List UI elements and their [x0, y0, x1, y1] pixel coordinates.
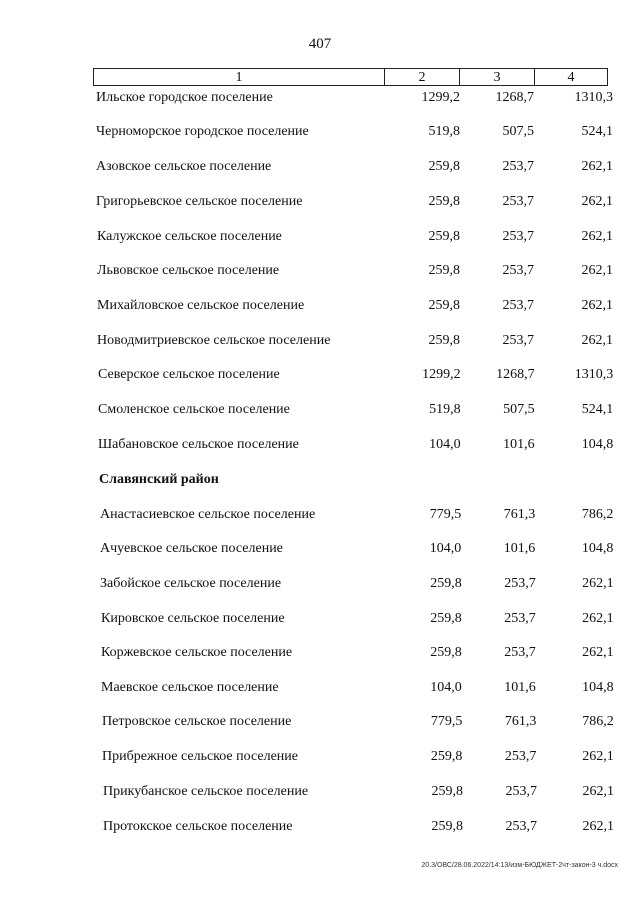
value-col-4: 262,1	[582, 645, 614, 660]
value-col-3: 253,7	[504, 645, 536, 660]
value-col-4: 262,1	[581, 333, 613, 348]
value-col-2: 104,0	[429, 437, 461, 452]
settlement-name: Забойское сельское поселение	[100, 576, 282, 591]
value-col-4: 104,8	[581, 437, 614, 452]
value-col-3: 253,7	[505, 819, 537, 834]
table-row	[0, 505, 640, 525]
value-col-3: 253,7	[504, 611, 536, 626]
value-col-3: 101,6	[504, 680, 536, 695]
value-col-3: 507,5	[503, 402, 535, 417]
value-col-2: 779,5	[430, 714, 463, 729]
settlement-name: Кировское сельское поселение	[101, 611, 285, 626]
value-col-3: 253,7	[502, 159, 534, 174]
value-col-3: 253,7	[502, 229, 534, 244]
table-row	[0, 782, 640, 802]
value-col-4: 524,1	[581, 124, 613, 139]
value-col-2: 259,8	[428, 333, 460, 348]
header-col-3: 3	[460, 69, 535, 85]
value-col-3: 253,7	[502, 263, 534, 278]
table-row	[0, 678, 640, 698]
settlement-name: Шабановское сельское поселение	[98, 437, 299, 452]
value-col-4: 262,1	[581, 263, 613, 278]
value-col-2: 779,5	[429, 507, 462, 522]
value-col-2: 104,0	[429, 541, 462, 556]
table-row	[0, 157, 640, 177]
table-row	[0, 192, 640, 212]
value-col-4: 524,1	[581, 402, 614, 417]
value-col-3: 761,3	[504, 714, 537, 729]
file-footer: 20.3/ОВС/28.06.2022/14:13/изм-БЮДЖЕТ-2чт-закон-3 ч.docx	[421, 862, 618, 869]
value-col-3: 253,7	[504, 749, 537, 764]
value-col-2: 259,8	[430, 749, 463, 764]
value-col-2: 259,8	[428, 263, 460, 278]
value-col-3: 253,7	[505, 784, 537, 799]
value-col-3: 1268,7	[496, 367, 535, 382]
table-row	[0, 747, 640, 767]
value-col-2: 259,8	[430, 645, 462, 660]
section-heading	[0, 470, 640, 490]
value-col-3: 101,6	[503, 541, 536, 556]
settlement-name: Азовское сельское поселение	[96, 159, 272, 174]
settlement-name: Коржевское сельское поселение	[101, 645, 293, 660]
table-row	[0, 643, 640, 663]
value-col-3: 253,7	[502, 194, 534, 209]
value-col-2: 259,8	[428, 229, 460, 244]
settlement-name: Ачуевское сельское поселение	[100, 541, 283, 556]
value-col-4: 262,1	[582, 784, 614, 799]
value-col-2: 259,8	[430, 576, 462, 591]
settlement-name: Новодмитриевское сельское поселение	[97, 333, 331, 348]
page-number: 407	[308, 36, 332, 52]
table-row	[0, 227, 640, 247]
settlement-name: Львовское сельское поселение	[97, 263, 280, 278]
value-col-3: 507,5	[502, 124, 534, 139]
table-row	[0, 539, 640, 559]
table-row	[0, 817, 640, 837]
table-row	[0, 296, 640, 316]
value-col-2: 519,8	[429, 402, 461, 417]
section-title: Славянский район	[99, 472, 219, 487]
value-col-4: 262,1	[581, 159, 613, 174]
table-row	[0, 261, 640, 281]
value-col-4: 786,2	[582, 714, 614, 729]
table-row	[0, 609, 640, 629]
value-col-4: 262,1	[581, 229, 613, 244]
header-col-4: 4	[567, 70, 575, 85]
table-row	[0, 88, 640, 108]
value-col-4: 262,1	[581, 298, 613, 313]
value-col-4: 262,1	[582, 749, 614, 764]
settlement-name: Маевское сельское поселение	[101, 680, 279, 695]
settlement-name: Калужское сельское поселение	[97, 229, 282, 244]
table-row	[0, 574, 640, 594]
table-row	[0, 435, 640, 455]
header-col-1: 1	[94, 69, 385, 85]
value-col-3: 253,7	[504, 576, 536, 591]
settlement-name: Прикубанское сельское поселение	[103, 784, 309, 799]
table-row	[0, 365, 640, 385]
settlement-name: Смоленское сельское поселение	[98, 402, 290, 417]
settlement-name: Ильское городское поселение	[96, 90, 273, 105]
value-col-4: 262,1	[582, 611, 614, 626]
value-col-4: 262,1	[582, 576, 614, 591]
header-col-2: 2	[385, 69, 460, 85]
table-row	[0, 400, 640, 420]
table-row	[0, 122, 640, 142]
settlement-name: Прибрежное сельское поселение	[102, 749, 298, 764]
value-col-3: 253,7	[502, 298, 534, 313]
value-col-2: 259,8	[431, 784, 463, 799]
value-col-4: 262,1	[581, 194, 613, 209]
value-col-2: 259,8	[428, 194, 460, 209]
settlement-name: Михайловское сельское поселение	[97, 298, 305, 313]
table-row	[0, 712, 640, 732]
settlement-name: Григорьевское сельское поселение	[96, 194, 303, 209]
value-col-4: 104,8	[581, 541, 614, 556]
value-col-3: 761,3	[503, 507, 536, 522]
value-col-3: 1268,7	[495, 90, 534, 105]
settlement-name: Протокское сельское поселение	[103, 819, 293, 834]
value-col-2: 259,8	[428, 159, 460, 174]
settlement-name: Северское сельское поселение	[98, 367, 280, 382]
value-col-2: 259,8	[430, 611, 462, 626]
settlement-name: Анастасиевское сельское поселение	[100, 507, 316, 522]
settlement-name: Петровское сельское поселение	[102, 714, 292, 729]
table-row	[0, 331, 640, 351]
value-col-2: 259,8	[428, 298, 460, 313]
value-col-3: 101,6	[503, 437, 535, 452]
value-col-4: 786,2	[581, 507, 614, 522]
value-col-4: 262,1	[582, 819, 614, 834]
value-col-2: 1299,2	[421, 90, 460, 105]
value-col-3: 253,7	[502, 333, 534, 348]
value-col-2: 519,8	[428, 124, 460, 139]
value-col-4: 1310,3	[574, 367, 614, 382]
value-col-2: 1299,2	[422, 367, 461, 382]
value-col-2: 259,8	[431, 819, 463, 834]
value-col-2: 104,0	[430, 680, 462, 695]
value-col-4: 1310,3	[574, 90, 613, 105]
value-col-4: 104,8	[582, 680, 614, 695]
settlement-name: Черноморское городское поселение	[96, 124, 309, 139]
